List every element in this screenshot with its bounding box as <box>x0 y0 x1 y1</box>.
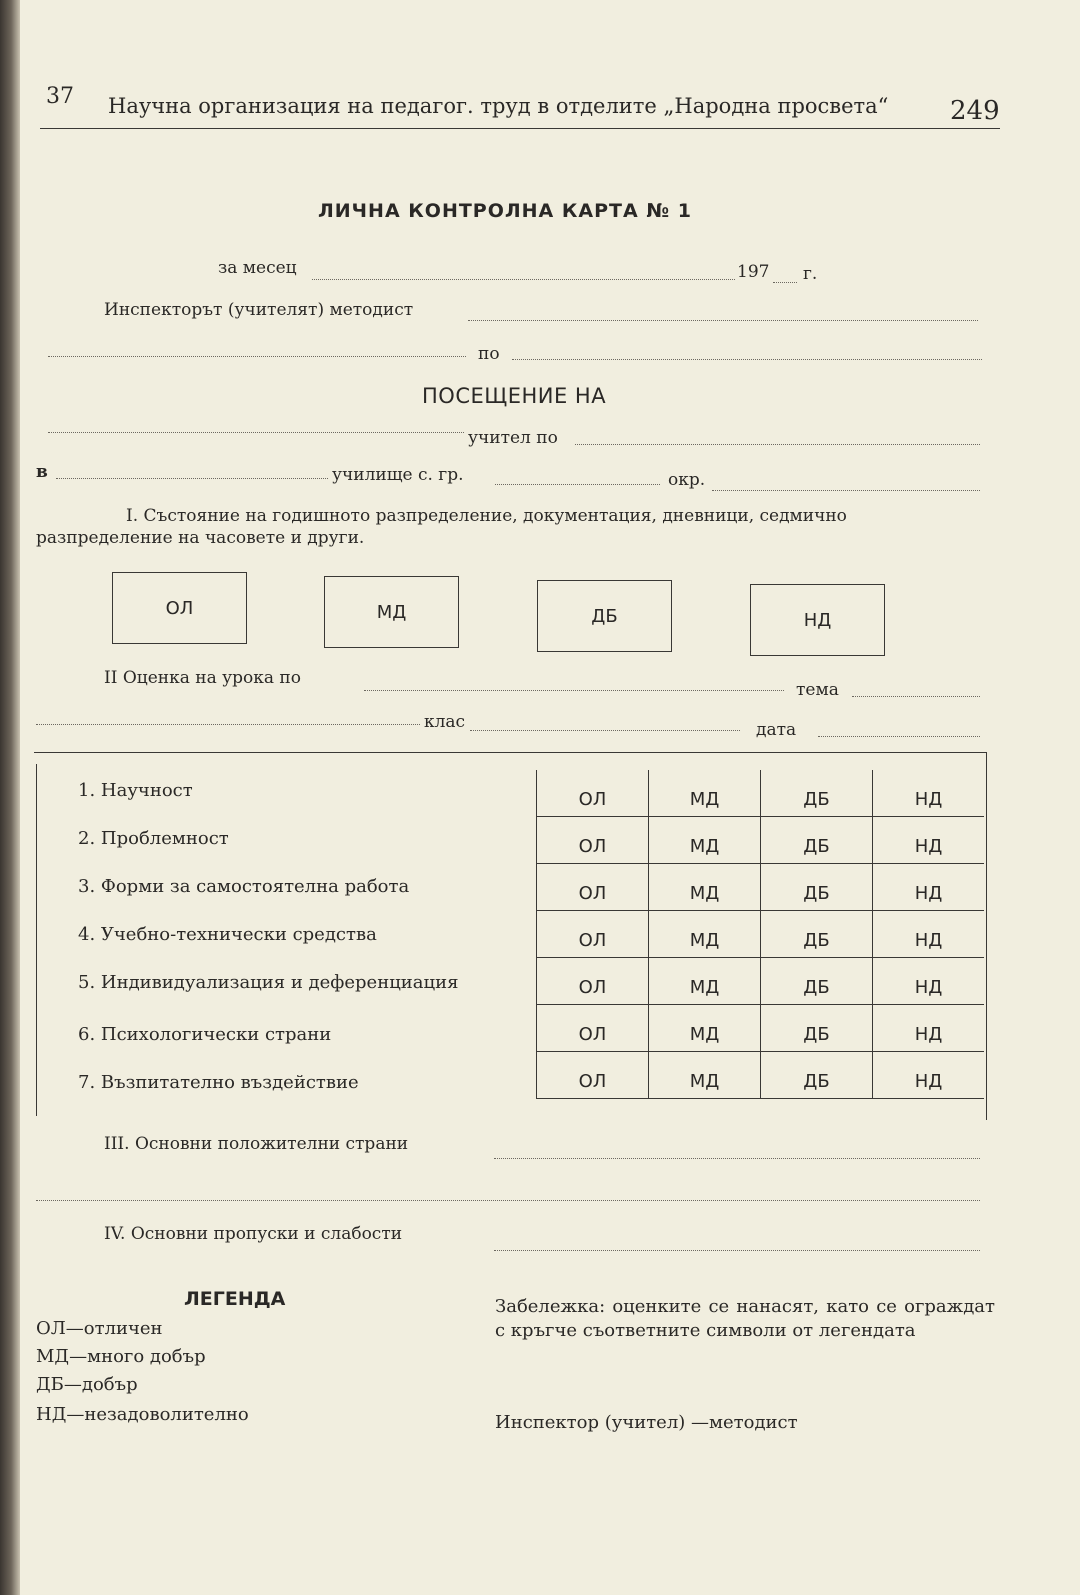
grade-cell-4-nd: НД <box>872 911 984 958</box>
grade-cell-4-md: МД <box>648 911 760 958</box>
signature-label: Инспектор (учител) —методист <box>495 1412 798 1433</box>
class-label: клас <box>424 712 466 732</box>
visit-heading: ПОСЕЩЕНИЕ НА <box>422 384 607 408</box>
criterion-2: 2. Проблемност <box>78 828 229 849</box>
criterion-7: 7. Възпитателно въздействие <box>78 1072 359 1093</box>
criterion-6: 6. Психологически страни <box>78 1024 332 1045</box>
grade-cell-5-ol: ОЛ <box>536 958 648 1005</box>
topic-field <box>852 696 980 697</box>
city-field <box>495 484 660 485</box>
district-label: окр. <box>668 470 706 490</box>
inspector-label: Инспекторът (учителят) методист <box>104 300 414 320</box>
grade-cell-2-db: ДБ <box>760 817 872 864</box>
date-label: дата <box>756 720 797 740</box>
table-left-border <box>36 764 37 1116</box>
grade-cell-7-ol: ОЛ <box>536 1052 648 1099</box>
section1-box-ol: ОЛ <box>112 572 247 644</box>
legend-item-ol: ОЛ—отличен <box>36 1318 163 1339</box>
grade-cell-7-nd: НД <box>872 1052 984 1099</box>
year-field <box>773 282 797 283</box>
teacher-right-field <box>575 444 980 445</box>
grade-cell-7-md: МД <box>648 1052 760 1099</box>
table-top-rule <box>34 752 986 753</box>
month-label: за месец <box>218 258 297 278</box>
grade-cell-1-nd: НД <box>872 770 984 817</box>
inspector-field <box>468 320 978 321</box>
section1-box-nd: НД <box>750 584 885 656</box>
section3-label: III. Основни положителни страни <box>104 1134 409 1154</box>
grade-cell-3-ol: ОЛ <box>536 864 648 911</box>
grade-cell-3-db: ДБ <box>760 864 872 911</box>
topic-label: тема <box>796 680 839 700</box>
grade-cell-4-ol: ОЛ <box>536 911 648 958</box>
criterion-5: 5. Индивидуализация и деференциация <box>78 972 459 993</box>
grade-cell-4-db: ДБ <box>760 911 872 958</box>
section1-text-line2: разпределение на часовете и други. <box>36 528 365 548</box>
grade-cell-6-nd: НД <box>872 1005 984 1052</box>
grade-cell-5-db: ДБ <box>760 958 872 1005</box>
running-title: Научна организация на педагог. труд в отделите „Народна просвета“ <box>108 94 889 118</box>
grade-cell-2-md: МД <box>648 817 760 864</box>
grade-cell-5-md: МД <box>648 958 760 1005</box>
v-label: в <box>36 462 48 482</box>
table-right-border <box>986 752 987 1120</box>
grade-cell-3-nd: НД <box>872 864 984 911</box>
po-left-field <box>48 356 466 357</box>
left-number: 37 <box>46 84 74 109</box>
legend-title: ЛЕГЕНДА <box>184 1288 286 1310</box>
grade-cell-2-ol: ОЛ <box>536 817 648 864</box>
note-text: Забележка: оценките се нанасят, като се ограждат с кръгче съответните символи от легендата <box>495 1296 995 1341</box>
class-field <box>470 730 740 731</box>
card-title: ЛИЧНА КОНТРОЛНА КАРТА № 1 <box>318 200 693 222</box>
grade-cell-1-db: ДБ <box>760 770 872 817</box>
section1-text-line1: I. Състояние на годишното разпределение, документация, дневници, седмично <box>126 506 847 526</box>
criterion-4: 4. Учебно-технически средства <box>78 924 377 945</box>
grade-cell-3-md: МД <box>648 864 760 911</box>
grade-cell-6-md: МД <box>648 1005 760 1052</box>
section1-box-md: МД <box>324 576 459 648</box>
criterion-1: 1. Научност <box>78 780 193 801</box>
section1-box-db: ДБ <box>537 580 672 652</box>
class-left-field <box>36 724 420 725</box>
header-rule <box>40 128 1000 129</box>
grade-cell-6-db: ДБ <box>760 1005 872 1052</box>
grade-cell-1-ol: ОЛ <box>536 770 648 817</box>
school-name-field <box>56 478 328 479</box>
page-number: 249 <box>950 96 1000 126</box>
book-binding-edge <box>0 0 20 1595</box>
section4-label: IV. Основни пропуски и слабости <box>104 1224 403 1244</box>
section4-field <box>494 1250 980 1251</box>
lesson-label: II Оценка на урока по <box>104 668 301 688</box>
grades-grid <box>536 770 986 1120</box>
legend-item-md: МД—много добър <box>36 1346 206 1367</box>
grade-cell-1-md: МД <box>648 770 760 817</box>
grade-cell-5-nd: НД <box>872 958 984 1005</box>
section3-field-2 <box>36 1200 980 1201</box>
year-suffix: г. <box>803 264 818 284</box>
teacher-label: учител по <box>468 428 558 448</box>
grade-cell-2-nd: НД <box>872 817 984 864</box>
year-label: 197 <box>737 262 770 282</box>
legend-item-nd: НД—незадоволително <box>36 1404 249 1425</box>
grade-cell-6-ol: ОЛ <box>536 1005 648 1052</box>
grade-cell-7-db: ДБ <box>760 1052 872 1099</box>
lesson-subject-field <box>364 690 784 691</box>
section3-field-1 <box>494 1158 980 1159</box>
criterion-3: 3. Форми за самостоятелна работа <box>78 876 410 897</box>
district-field <box>712 490 980 491</box>
teacher-left-field <box>48 432 464 433</box>
date-field <box>818 736 980 737</box>
school-label: училище с. гр. <box>332 465 464 485</box>
legend-item-db: ДБ—добър <box>36 1374 138 1395</box>
po-label: по <box>478 344 500 364</box>
po-right-field <box>512 359 982 360</box>
month-field <box>312 279 735 280</box>
